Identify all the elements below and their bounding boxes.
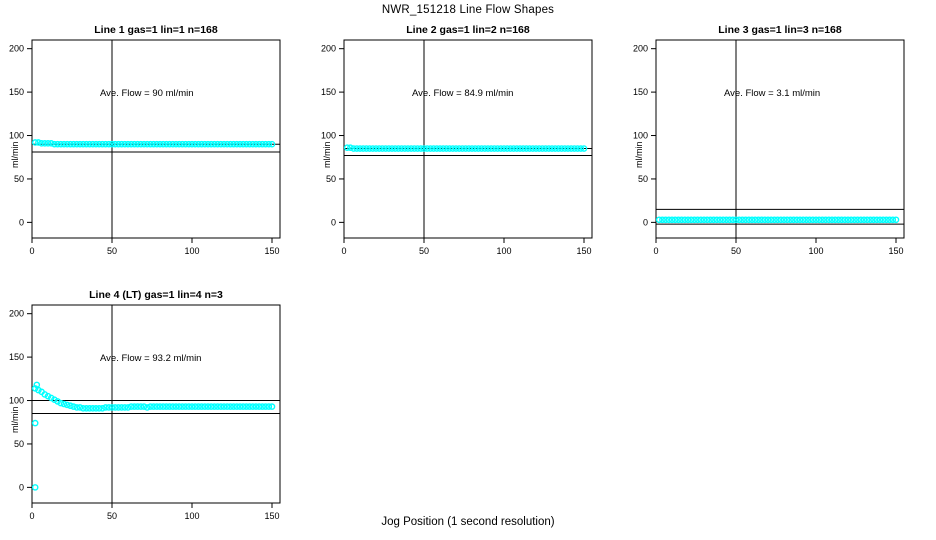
y-tick-label: 200 [8,43,24,54]
plot-svg [0,301,288,525]
x-tick-label: 0 [341,246,347,256]
y-tick-label: 50 [13,438,24,449]
chart-panel-4 [0,265,312,530]
x-tick-label: 150 [264,511,280,521]
x-tick-label: 50 [106,246,118,256]
x-tick-label: 100 [184,511,200,521]
plot-svg [622,36,912,260]
data-points [33,140,275,147]
average-flow-annotation: Ave. Flow = 3.1 ml/min [724,88,821,99]
chart-panel-1 [0,0,312,265]
plot-area [320,40,592,256]
x-tick-label: 50 [418,246,430,256]
y-tick-label: 100 [632,130,648,141]
chart-panel-2 [312,0,624,265]
chart-panel-title: Line 3 gas=1 lin=3 n=168 [718,24,842,36]
y-tick-label: 50 [637,173,648,184]
y-tick-label: 200 [8,308,24,319]
x-tick-label: 0 [653,246,659,256]
y-tick-label: 0 [18,217,24,228]
data-point-outlier [33,485,38,490]
y-tick-label: 150 [320,87,336,98]
x-axis-title: Jog Position (1 second resolution) [381,516,555,528]
chart-panel-title: Line 4 (LT) gas=1 lin=4 n=3 [89,289,223,301]
plot-frame [32,40,280,238]
y-tick-label: 0 [18,482,24,493]
y-tick-label: 0 [330,217,336,228]
plot-area [8,305,280,521]
plot-frame [344,40,592,238]
chart-panel-3 [624,0,936,265]
x-tick-label: 0 [29,511,35,521]
y-tick-label: 150 [632,87,648,98]
y-tick-label: 150 [8,87,24,98]
data-point-outlier [33,421,38,426]
data-points [657,217,899,222]
y-tick-label: 100 [8,130,24,141]
y-axis-label: ml/min [10,406,20,433]
y-tick-label: 200 [320,43,336,54]
plot-svg [310,36,600,260]
x-tick-label: 100 [184,246,200,256]
x-tick-label: 100 [808,246,824,256]
plot-area [632,40,904,256]
y-axis-label: ml/min [322,141,332,168]
x-tick-label: 150 [264,246,280,256]
y-tick-label: 50 [13,173,24,184]
x-tick-label: 150 [888,246,904,256]
y-tick-label: 0 [642,217,648,228]
chart-panel-title: Line 2 gas=1 lin=2 n=168 [406,24,530,36]
y-tick-label: 50 [325,173,336,184]
plot-svg [0,36,288,260]
x-tick-label: 50 [730,246,742,256]
page-title: NWR_151218 Line Flow Shapes [381,4,555,16]
average-flow-annotation: Ave. Flow = 93.2 ml/min [100,353,202,364]
plot-area [8,40,280,256]
y-axis-label: ml/min [10,141,20,168]
x-tick-label: 100 [496,246,512,256]
y-tick-label: 150 [8,352,24,363]
chart-panel-title: Line 1 gas=1 lin=1 n=168 [94,24,218,36]
x-tick-label: 50 [106,511,118,521]
y-tick-label: 100 [320,130,336,141]
plot-frame [656,40,904,238]
x-tick-label: 150 [576,246,592,256]
average-flow-annotation: Ave. Flow = 90 ml/min [100,88,194,99]
data-points [33,382,275,490]
average-flow-annotation: Ave. Flow = 84.9 ml/min [412,88,514,99]
x-tick-label: 0 [29,246,35,256]
y-axis-label: ml/min [634,141,644,168]
y-tick-label: 200 [632,43,648,54]
y-tick-label: 100 [8,395,24,406]
